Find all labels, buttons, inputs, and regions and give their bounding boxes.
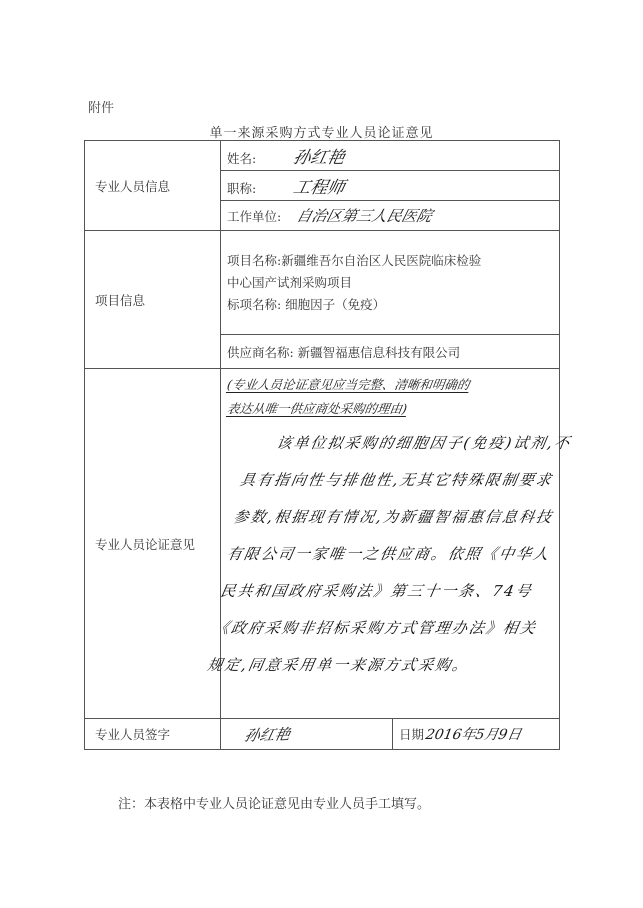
- project-info-section-label: 项目信息: [85, 231, 221, 369]
- document-title: 单一来源采购方式专业人员论证意见: [209, 126, 434, 141]
- project-details-cell: [221, 231, 560, 335]
- title-handwritten: 工程师: [291, 178, 347, 198]
- signature-label: 专业人员签字: [85, 719, 221, 750]
- opinion-cell: [205, 369, 573, 719]
- personal-info-section-label: 专业人员信息: [85, 141, 221, 231]
- signature-handwritten: 孙红艳: [242, 724, 293, 745]
- name-cell: [221, 141, 560, 171]
- title-cell: [221, 171, 560, 201]
- title-label: 职称:: [227, 181, 257, 196]
- opinion-handwritten-text: 该单位拟采购的细胞因子(免疫)试剂,不具有指向性与排他性,无其它特殊限制要求参数,根据现有情况,为新疆智福惠信息科技有限公司一家唯一之供应商。依照《中华人民共和国政府采购法》第三十一条、74号《政府采购非招标采购方式管理办法》相关规定,同意采用单一来源方式采购。: [205, 434, 573, 674]
- name-handwritten: 孙红艳: [291, 148, 347, 168]
- date-handwritten: 2016年5月9日: [424, 727, 523, 743]
- signature-row: [85, 719, 560, 750]
- opinion-section-label: 专业人员论证意见: [85, 369, 221, 719]
- signature-cell: [221, 719, 560, 750]
- unit-cell: [221, 201, 560, 231]
- attachment-label: 附件: [88, 101, 115, 116]
- name-row: [85, 141, 560, 171]
- project-name-line1: 项目名称:新疆维吾尔自治区人民医院临床检验: [227, 252, 482, 268]
- review-form-table: [84, 140, 573, 750]
- opinion-row: [85, 369, 560, 719]
- date-label: 日期: [399, 727, 425, 742]
- opinion-instruction-line2: 表达从唯一供应商处采购的理由): [226, 401, 409, 416]
- opinion-instruction-line1: (专业人员论证意见应当完整、清晰和明确的: [226, 377, 471, 392]
- project-row: [85, 231, 560, 335]
- unit-label: 工作单位:: [227, 209, 282, 224]
- unit-handwritten: 自治区第三人民医院: [294, 207, 435, 225]
- lot-name: 标项名称: 细胞因子（免疫）: [227, 296, 386, 312]
- date-box: [392, 719, 559, 749]
- name-label: 姓名:: [227, 151, 257, 166]
- footnote: 注：本表格中专业人员论证意见由专业人员手工填写。: [118, 797, 431, 812]
- supplier-cell: 供应商名称: 新疆智福惠信息科技有限公司: [221, 335, 560, 369]
- project-name-line2: 中心国产试剂采购项目: [227, 274, 353, 290]
